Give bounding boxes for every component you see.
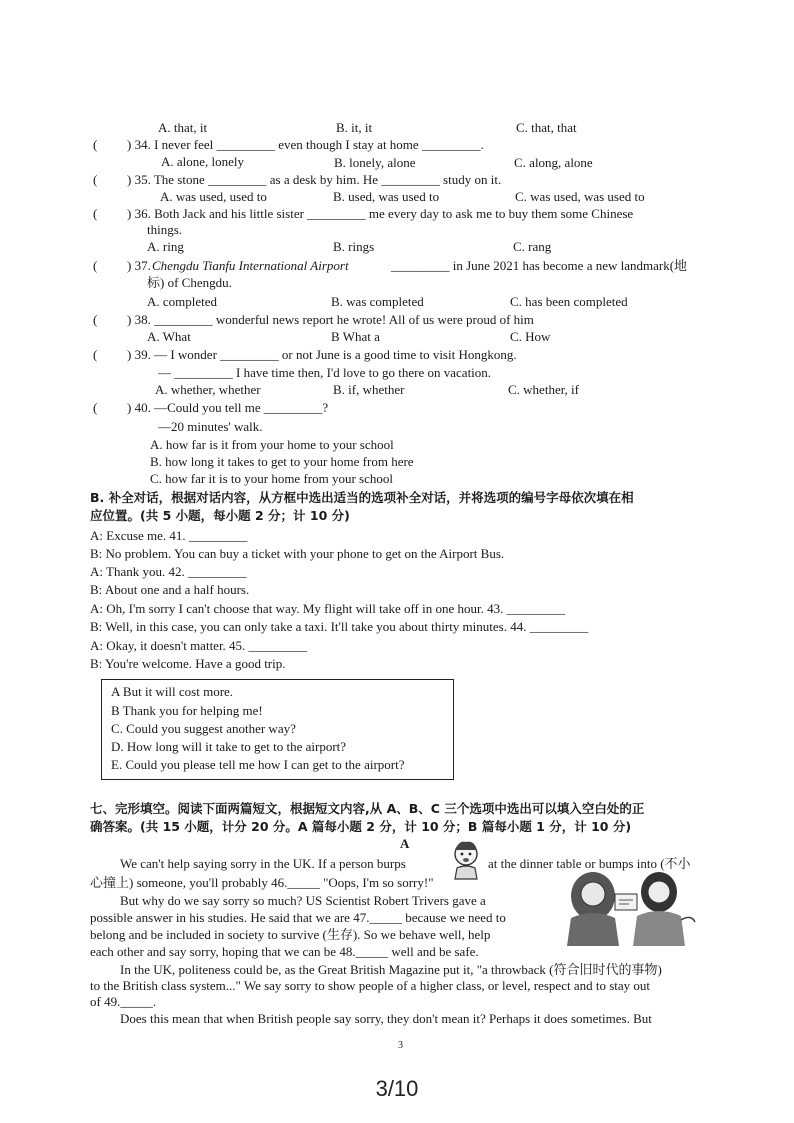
dialogue-line: A: Oh, I'm sorry I can't choose that way. My flight will take off in one hour. 43. _________: [90, 601, 566, 616]
q36-option-b: B. rings: [333, 239, 375, 254]
q34-paren: (: [93, 137, 98, 152]
dialogue-line: A: Okay, it doesn't matter. 45. _________: [90, 638, 308, 653]
two-girls-illustration: [563, 870, 713, 946]
passage-line: But why do we say sorry so much? US Scientist Robert Trivers gave a: [120, 893, 486, 908]
page-number-small: 3: [398, 1040, 403, 1051]
q37-option-b: B. was completed: [331, 294, 424, 309]
q38-stem: ) 38. _________ wonderful news report he wrote! All of us were proud of him: [127, 312, 534, 327]
q33-option-c: C. that, that: [516, 120, 577, 135]
q37-option-a: A. completed: [147, 294, 218, 309]
passage-line: 心撞上) someone, you'll probably 46._____ "Oops, I'm so sorry!": [90, 875, 434, 890]
q34-option-c: C. along, alone: [514, 155, 593, 170]
option-item: D. How long will it take to get to the airport?: [111, 739, 347, 754]
q39-option-a: A. whether, whether: [155, 382, 261, 397]
q38-option-a: A. What: [147, 329, 191, 344]
q37-stem-end: _________ in June 2021 has become a new landmark(地: [391, 258, 688, 273]
q38-option-b: B What a: [331, 329, 380, 344]
q40-option-b: B. how long it takes to get to your home from here: [150, 454, 414, 469]
q40-option-a: A. how far is it from your home to your school: [150, 437, 394, 452]
option-item: B Thank you for helping me!: [111, 703, 263, 718]
q37-number: ) 37.: [127, 258, 151, 273]
passage-letter: A: [400, 836, 410, 851]
q34-stem: ) 34. I never feel _________ even though I stay at home _________.: [127, 137, 484, 152]
q36-paren: (: [93, 206, 98, 221]
dialogue-line: B: No problem. You can buy a ticket with your phone to get on the Airport Bus.: [90, 546, 505, 561]
dialogue-line: A: Thank you. 42. _________: [90, 564, 247, 579]
q34-option-b: B. lonely, alone: [334, 155, 416, 170]
option-item: E. Could you please tell me how I can get to the airport?: [111, 757, 405, 772]
dialogue-line: A: Excuse me. 41. _________: [90, 528, 248, 543]
section-7-heading-cont: 确答案。(共 15 小题，计分 20 分。A 篇每小题 2 分，计 10 分；B 篇每小题 1 分，计 10 分): [90, 819, 632, 834]
q36-option-c: C. rang: [513, 239, 552, 254]
q38-paren: (: [93, 312, 98, 327]
q39-option-c: C. whether, if: [508, 382, 579, 397]
passage-line: possible answer in his studies. He said that we are 47._____ because we need to: [90, 910, 506, 925]
dialogue-line: B: About one and a half hours.: [90, 582, 250, 597]
dialogue-line: B: You're welcome. Have a good trip.: [90, 656, 286, 671]
q36-option-a: A. ring: [147, 239, 184, 254]
q39-reply: — _________ I have time then, I'd love to go there on vacation.: [158, 365, 492, 380]
q40-paren: (: [93, 400, 98, 415]
passage-line: to the British class system..." We say sorry to show people of a higher class, or level, respect and to stay out: [90, 978, 651, 993]
q37-paren: (: [93, 258, 98, 273]
passage-line: belong and be included in society to survive (生存). So we behave well, help: [90, 927, 491, 942]
q35-stem: ) 35. The stone _________ as a desk by him. He _________ study on it.: [127, 172, 502, 187]
section-7-heading: 七、完形填空。阅读下面两篇短文，根据短文内容,从 A、B、C 三个选项中选出可以填入空白处的正: [90, 801, 645, 816]
passage-line: We can't help saying sorry in the UK. If a person burps: [120, 856, 406, 871]
section-b-heading: B. 补全对话，根据对话内容，从方框中选出适当的选项补全对话，并将选项的编号字母依次填在相: [90, 490, 634, 505]
q34-option-a: A. alone, lonely: [161, 154, 245, 169]
q35-option-c: C. was used, was used to: [515, 189, 645, 204]
q37-airport-name: Chengdu Tianfu International Airport: [152, 258, 349, 273]
passage-line: of 49._____.: [90, 994, 157, 1009]
q39-option-b: B. if, whether: [333, 382, 405, 397]
q39-stem: ) 39. — I wonder _________ or not June is a good time to visit Hongkong.: [127, 347, 517, 362]
option-item: C. Could you suggest another way?: [111, 721, 296, 736]
q38-option-c: C. How: [510, 329, 551, 344]
passage-line: at the dinner table or bumps into (不小: [488, 856, 691, 871]
section-b-heading-cont: 应位置。(共 5 小题，每小题 2 分；计 10 分): [90, 508, 350, 523]
dialogue-line: B: Well, in this case, you can only take a taxi. It'll take you about thirty minutes. 44. _________: [90, 619, 589, 634]
passage-line: Does this mean that when British people say sorry, they don't mean it? Perhaps it does sometimes. But: [120, 1011, 652, 1026]
q36-stem: ) 36. Both Jack and his little sister _________ me every day to ask me to buy them some Chinese: [127, 206, 634, 221]
passage-line: In the UK, politeness could be, as the Great British Magazine put it, "a throwback (符合旧时代的事物): [120, 962, 662, 977]
cartoon-boy-icon: [447, 838, 485, 880]
option-item: A But it will cost more.: [111, 684, 234, 699]
q35-paren: (: [93, 172, 98, 187]
q36-stem-cont: things.: [147, 222, 183, 237]
passage-line: each other and say sorry, hoping that we can be 48._____ well and be safe.: [90, 944, 479, 959]
q40-reply: —20 minutes' walk.: [158, 419, 263, 434]
q35-option-b: B. used, was used to: [333, 189, 440, 204]
q40-option-c: C. how far it is to your home from your school: [150, 471, 393, 486]
q33-option-a: A. that, it: [158, 120, 208, 135]
q35-option-a: A. was used, used to: [160, 189, 267, 204]
q37-stem-cont: 标) of Chengdu.: [147, 275, 232, 290]
q39-paren: (: [93, 347, 98, 362]
q37-option-c: C. has been completed: [510, 294, 628, 309]
page-indicator: 3/10: [375, 1076, 419, 1101]
q33-option-b: B. it, it: [336, 120, 373, 135]
q40-stem: ) 40. —Could you tell me _________?: [127, 400, 329, 415]
